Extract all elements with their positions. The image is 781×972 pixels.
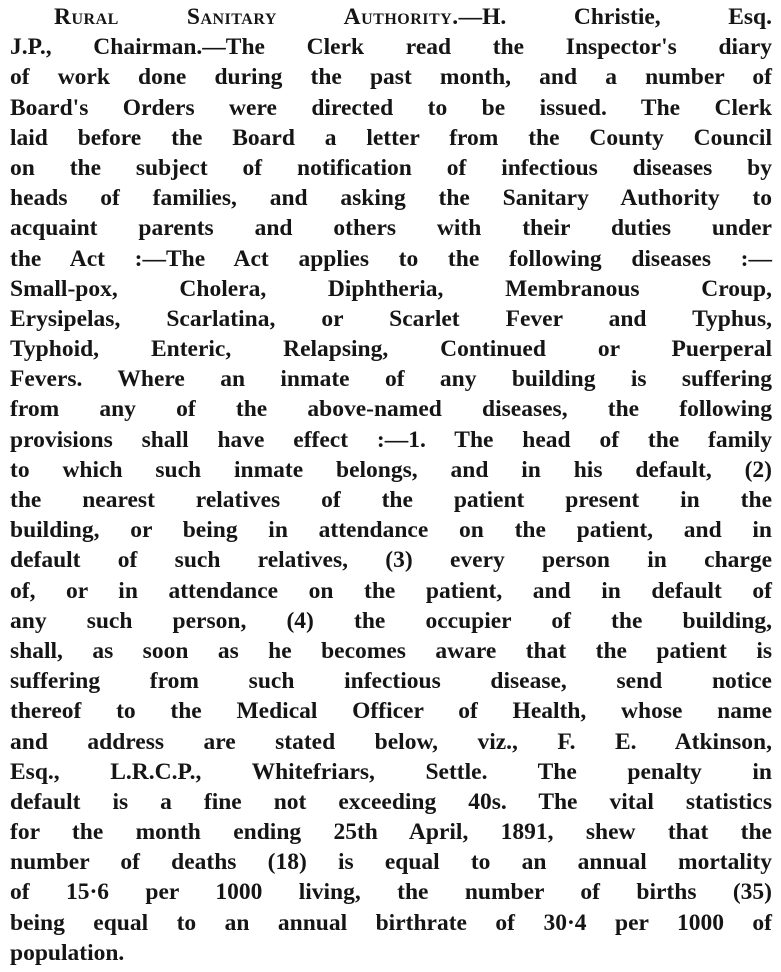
newspaper-article <box>10 2 772 968</box>
article-line: Esq., L.R.C.P., Whitefriars, Settle. The penalty in <box>10 758 772 785</box>
article-line: for the month ending 25th April, 1891, shew that the <box>10 819 772 846</box>
article-line: acquaint parents and others with their duties under <box>10 215 772 242</box>
article-line: Typhoid, Enteric, Relapsing, Continued or Puerperal <box>10 336 772 363</box>
article-line: being equal to an annual birthrate of 30·4 per 1000 of <box>10 909 772 936</box>
article-line: from any of the above-named diseases, the following <box>10 396 772 423</box>
article-line: to which such inmate belongs, and in his default, (2) <box>10 456 772 483</box>
article-line: thereof to the Medical Officer of Health, whose name <box>10 698 772 725</box>
article-line <box>10 2 772 32</box>
article-line: the nearest relatives of the patient present in the <box>10 487 772 513</box>
article-line: of 15·6 per 1000 living, the number of births (35) <box>10 879 772 906</box>
article-line: on the subject of notification of infectious diseases by <box>10 154 772 181</box>
article-line: of, or in attendance on the patient, and in default of <box>10 577 772 604</box>
article-line: population. <box>10 939 125 966</box>
article-line: building, or being in attendance on the patient, and in <box>10 517 772 544</box>
article-line: the Act :—The Act applies to the following diseases :— <box>10 245 772 272</box>
article-line: default is a fine not exceeding 40s. The vital statistics <box>10 788 772 815</box>
article-heading: Rural Sanitary Authority. <box>54 4 459 30</box>
article-line: suffering from such infectious disease, send notice <box>10 668 772 695</box>
article-line: Erysipelas, Scarlatina, or Scarlet Fever and Typhus, <box>10 305 772 332</box>
article-line: shall, as soon as he becomes aware that the patient is <box>10 637 772 664</box>
article-line: default of such relatives, (3) every person in charge <box>10 547 772 574</box>
article-body <box>10 32 772 968</box>
article-line: laid before the Board a letter from the County Council <box>10 124 772 151</box>
article-line: and address are stated below, viz., F. E. Atkinson, <box>10 728 772 755</box>
article-line: Fevers. Where an inmate of any building is suffering <box>10 366 772 393</box>
article-line: number of deaths (18) is equal to an annual mortality <box>10 849 772 876</box>
article-line: heads of families, and asking the Sanitary Authority to <box>10 185 772 212</box>
article-line: any such person, (4) the occupier of the building, <box>10 607 772 634</box>
article-line: J.P., Chairman.—The Clerk read the Inspector's diary <box>10 34 772 61</box>
article-line: of work done during the past month, and a number of <box>10 64 772 91</box>
article-line: provisions shall have effect :—1. The head of the family <box>10 426 772 453</box>
article-line: Board's Orders were directed to be issued. The Clerk <box>10 94 772 121</box>
article-line-text: —H. Christie, Esq. <box>458 4 772 30</box>
article-line: Small-pox, Cholera, Diphtheria, Membranous Croup, <box>10 275 772 302</box>
